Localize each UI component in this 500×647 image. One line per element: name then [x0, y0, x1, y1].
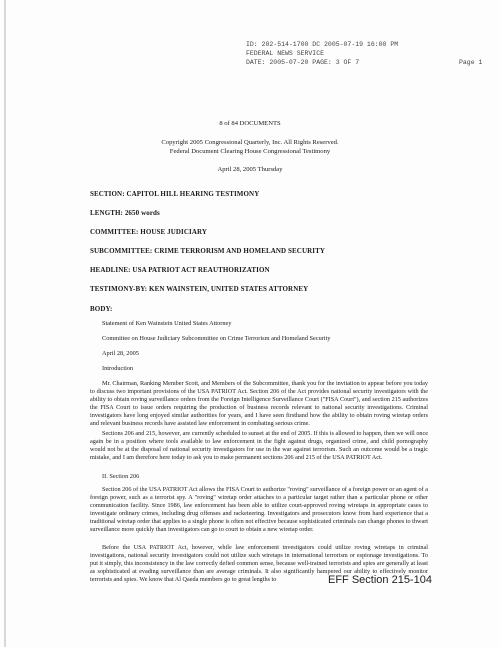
body-date: April 28, 2005 — [102, 350, 139, 357]
document-count: 8 of 84 DOCUMENTS — [219, 120, 281, 127]
length-field: LENGTH: 2650 words — [90, 209, 160, 217]
copyright-line: Copyright 2005 Congressional Quarterly, Inc. All Rights Reserved. — [161, 139, 339, 146]
committee-line: Committee on House Judiciary Subcommittee on Crime Terrorism and Homeland Security — [102, 335, 331, 342]
paragraph-1: Mr. Chairman, Ranking Member Scott, and Members of the Subcommittee, thank you for the invitation to appear before you today to discuss two important provisions of the USA PATRIOT Act. Section 206 of the Act provides national security investigators with the ability to obtain roving surveillance orders from the Foreign Intelligence Surveillance Court ("FISA Court"), and section 215 authorizes the FISA Court to issue orders requiring the production of business records relevant to national security investigations. Criminal investigators have long enjoyed similar authorities for years, and I have seen firsthand how the ability to obtain roving wiretap orders and relevant business records have assisted law enforcement in combating serious crime. — [90, 380, 428, 427]
paragraph-3: Section 206 of the USA PATRIOT Act allows the FISA Court to authorize "roving" surveillance of a foreign power or an agent of a foreign power, such as a terrorist spy. A "roving" wiretap order attaches to a particular target rather than a particular phone or other communication facility. Since 1986, law enforcement has been able to utilize court-approved roving wiretaps in appropriate cases to investigate ordinary crimes, including drug offenses and racketeering. Investigators and prosecutors know from hard experience that a traditional wiretap order that applies to a single phone is often not effective because sophisticated criminals can change phones to thwart surveillance more quickly than investigators can go to court to obtain a new wiretap order. — [90, 486, 428, 533]
intro-heading: Introduction — [102, 365, 134, 372]
statement-line: Statement of Ken Wainstein United States Attorney — [102, 320, 232, 327]
fax-header — [246, 40, 483, 67]
date-line: April 28, 2005 Thursday — [217, 166, 283, 173]
testimony-source: Federal Document Clearing House Congressional Testimony — [169, 148, 331, 155]
page-number: Page 1 — [459, 59, 483, 66]
bates-stamp: EFF Section 215-104 — [328, 574, 432, 586]
testimony-by-field: TESTIMONY-BY: KEN WAINSTEIN, UNITED STATES ATTORNEY — [90, 285, 309, 293]
paragraph-2: Sections 206 and 215, however, are currently scheduled to sunset at the end of 2005. If this is allowed to happen, then we will once again be in a position where tools available to law enforcement in the fight against drugs, organized crime, and child pornography would not be at the disposal of national security investigators for use in the war against terrorism. Such an outcome would be a tragic mistake, and I am therefore here today to ask you to make permanent sections 206 and 215 of the USA PATRIOT Act. — [90, 430, 428, 461]
headline-field: HEADLINE: USA PATRIOT ACT REAUTHORIZATION — [90, 266, 270, 274]
scan-edge — [4, 0, 6, 647]
section-field: SECTION: CAPITOL HILL HEARING TESTIMONY — [90, 190, 260, 198]
paragraph-4: Before the USA PATRIOT Act, however, while law enforcement investigators could utilize roving wiretaps in criminal investigations, national security investigators could not utilize such wiretaps in international terrorism or espionage investigations. To put it simply, this inconsistency in the law correctly defied common sense, because well-trained terrorists and spies are generally at least as sophisticated at evading surveillance than are average criminals. It also significantly hampered our ability to effectively monitor terrorists and spies. We know that Al Qaeda members go to great lengths to — [90, 544, 428, 583]
body-label: BODY: — [90, 305, 113, 313]
fax-header-line-1: ID: 202-514-1700 DC 2005-07-19 16:00 PM — [246, 41, 399, 48]
subcommittee-field: SUBCOMMITTEE: CRIME TERRORISM AND HOMELAND SECURITY — [90, 247, 326, 255]
section-206-heading: II. Section 206 — [102, 473, 140, 480]
fax-header-line-3: DATE: 2005-07-20 PAGE: 3 OF 7 — [246, 59, 360, 66]
fax-header-line-2: FEDERAL NEWS SERVICE — [246, 50, 325, 57]
committee-field: COMMITTEE: HOUSE JUDICIARY — [90, 228, 208, 236]
